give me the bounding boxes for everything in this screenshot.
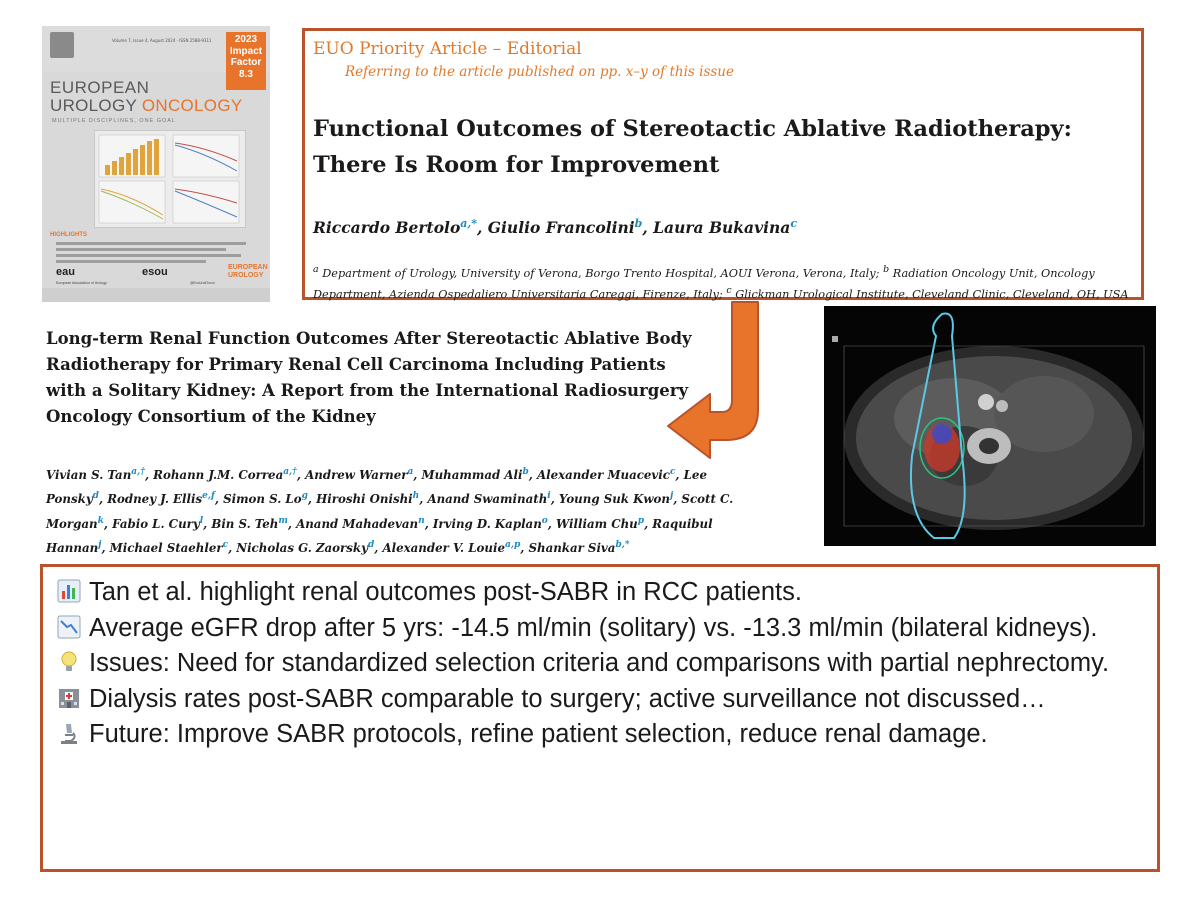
eau-logo: eau <box>56 266 75 278</box>
impact-label-2: Factor <box>230 57 262 68</box>
editorial-box <box>302 28 1144 300</box>
author-superscript: c <box>790 217 798 230</box>
article-author: Irving D. Kaplan <box>432 516 542 531</box>
ct-scan-graphic <box>824 306 1156 546</box>
article-author: Anand Mahadevan <box>296 516 419 531</box>
summary-item <box>57 575 1149 611</box>
editorial-author: Laura Bukavina <box>653 218 791 238</box>
hospital-icon <box>57 685 81 709</box>
author-separator: , <box>228 541 237 556</box>
european-urology-logo-line1: EUROPEAN <box>228 264 268 271</box>
summary-item-text: Tan et al. highlight renal outcomes post-SABR in RCC patients. <box>89 578 802 606</box>
editorial-type: EUO Priority Article – Editorial <box>313 39 582 59</box>
journal-title-oncology: ONCOLOGY <box>141 96 243 115</box>
editorial-title-line2: There Is Room for Improvement <box>313 152 720 178</box>
author-separator: , <box>374 541 383 556</box>
affiliation-superscript: b <box>883 264 890 275</box>
summary-item <box>57 611 1149 647</box>
cover-highlights-title: HIGHLIGHTS <box>50 232 87 238</box>
summary-item-text: Average eGFR drop after 5 yrs: -14.5 ml/min (solitary) vs. -13.3 ml/min (bilateral kidneys). <box>89 613 1098 642</box>
summary-item <box>57 646 1149 682</box>
author-separator: , <box>644 516 653 531</box>
author-separator: , <box>673 492 682 507</box>
article-author: Bin S. Teh <box>211 516 279 531</box>
article-author: Lee Ponsky <box>46 467 707 507</box>
article-author: Rohann J.M. Correa <box>153 467 284 482</box>
summary-item <box>57 682 1149 718</box>
affiliation: Glickman Urological Institute, Cleveland Clinic, Cleveland, OH, USA <box>731 287 1129 301</box>
author-superscript: o <box>541 515 548 526</box>
elsevier-logo <box>50 32 74 58</box>
affiliation: Department of Urology, University of Verona, Borgo Trento Hospital, AOUI Verona, Verona, Italy; <box>318 266 884 280</box>
author-separator: , <box>413 467 422 482</box>
summary-item-text: Dialysis rates post-SABR comparable to surgery; active surveillance not discussed… <box>89 684 1046 713</box>
article-author: Nicholas G. Zaorsky <box>236 541 368 556</box>
author-superscript: d <box>92 491 99 502</box>
editorial-title <box>313 111 1133 183</box>
author-separator: , <box>419 492 428 507</box>
article-author: Vivian S. Tan <box>46 467 132 482</box>
author-separator: , <box>550 492 559 507</box>
cover-volume-line: Volume 7, Issue 4, August 2024 · ISSN 2588-9311 <box>112 38 212 43</box>
article-author: Anand Swaminath <box>427 492 548 507</box>
editorial-title-line1: Functional Outcomes of Stereotactic Ablative Radiotherapy: <box>313 116 1072 142</box>
article-authors <box>46 462 736 560</box>
author-superscript: h <box>412 491 420 502</box>
author-superscript: c <box>222 540 229 551</box>
author-superscript: e,f <box>202 491 215 502</box>
cover-highlight-line <box>56 260 206 263</box>
summary-box <box>40 564 1160 872</box>
journal-tagline: MULTIPLE DISCIPLINES, ONE GOAL <box>52 118 177 124</box>
author-superscript: g <box>301 491 308 502</box>
article-author: Scott C. Morgan <box>46 492 734 531</box>
social-handle: @EurUrolOncol <box>190 281 215 285</box>
author-superscript: a,p <box>504 540 521 551</box>
article-author: Andrew Warner <box>305 467 408 482</box>
cover-highlight-line <box>56 248 226 251</box>
author-separator: , <box>214 492 224 507</box>
editorial-referring-note: Referring to the article published on pp. x–y of this issue <box>345 64 734 80</box>
author-superscript: j <box>669 491 674 502</box>
author-separator: , <box>528 467 537 482</box>
article-author: Rodney J. Ellis <box>107 492 203 507</box>
author-separator: , <box>103 516 113 531</box>
european-urology-logo-line2: UROLOGY <box>228 272 264 279</box>
article-author: Shankar Siva <box>528 541 616 556</box>
chart-decreasing-icon <box>57 614 81 638</box>
eau-logo-subtitle: European Association of Urology <box>56 281 107 285</box>
impact-year: 2023 <box>234 34 258 45</box>
article-author: Young Suk Kwon <box>558 492 670 507</box>
summary-list <box>57 575 1149 753</box>
editorial-author: Riccardo Bertolo <box>313 218 461 238</box>
journal-title-urology: UROLOGY <box>50 96 142 115</box>
affiliation: Radiation Oncology Unit, Oncology Department, Azienda Ospedaliero Universitaria Careggi, Firenze, Italy; <box>313 266 1095 301</box>
article-author: Fabio L. Cury <box>112 516 200 531</box>
bar-chart-icon <box>57 578 81 602</box>
impact-factor-badge <box>226 32 266 90</box>
cover-figure-graphic <box>95 131 245 227</box>
author-separator: , <box>98 492 108 507</box>
affiliation-superscript: a <box>313 264 319 275</box>
author-superscript: a,† <box>131 467 145 477</box>
editorial-author: Giulio Francolini <box>487 218 635 238</box>
editorial-authors <box>313 217 797 237</box>
author-superscript: k <box>97 515 104 526</box>
author-superscript: a,* <box>460 217 477 230</box>
article-author: Hiroshi Onishi <box>316 492 413 507</box>
article-title: Long-term Renal Function Outcomes After Stereotactic Ablative Body Radiotherapy for Primary Renal Cell Carcinoma Including Patients with a Solitary Kidney: A Report from the International Radiosurgery Oncology Consortium of the Kidney <box>46 329 692 426</box>
author-superscript: j <box>98 540 102 551</box>
impact-value: 8.3 <box>239 68 253 80</box>
esou-logo: esou <box>142 266 168 278</box>
author-separator: , <box>520 541 529 556</box>
author-superscript: n <box>418 515 425 526</box>
summary-item <box>57 717 1149 753</box>
cover-highlight-line <box>56 242 246 245</box>
article-author: Raquibul Hannan <box>46 516 713 556</box>
cover-figure <box>94 130 246 228</box>
author-superscript: c <box>669 467 676 477</box>
journal-title-line2 <box>50 96 242 116</box>
journal-title-line1: EUROPEAN <box>50 78 150 97</box>
author-separator: , <box>424 516 433 531</box>
author-separator: , <box>477 218 488 238</box>
author-separator: , <box>547 516 557 531</box>
article-author: Simon S. Lo <box>223 492 302 507</box>
ct-scan-image <box>824 306 1156 546</box>
author-separator: , <box>101 541 110 556</box>
cover-highlight-line <box>56 254 241 257</box>
author-separator: , <box>675 467 684 482</box>
author-superscript: b,* <box>615 540 630 551</box>
author-superscript: a,† <box>283 467 297 477</box>
article-author: William Chu <box>556 516 638 531</box>
author-superscript: d <box>367 540 375 551</box>
author-superscript: p <box>637 515 645 526</box>
impact-label-1: Impact <box>229 45 263 57</box>
european-urology-logo <box>228 264 268 280</box>
article-author: Alexander Muacevic <box>536 467 670 482</box>
author-separator: , <box>307 492 317 507</box>
author-separator: , <box>144 467 154 482</box>
author-superscript: l <box>199 515 204 526</box>
affiliation-superscript: c <box>726 284 732 296</box>
author-superscript: i <box>547 491 551 502</box>
author-superscript: m <box>278 515 288 526</box>
cover-footer <box>42 288 270 302</box>
article-author: Alexander V. Louie <box>382 541 505 556</box>
author-separator: , <box>203 516 212 531</box>
author-superscript: a <box>407 467 414 477</box>
summary-item-text: Future: Improve SABR protocols, refine patient selection, reduce renal damage. <box>89 720 988 749</box>
light-bulb-icon <box>57 649 81 673</box>
author-separator: , <box>287 516 297 531</box>
author-superscript: b <box>522 467 529 477</box>
editorial-affiliations <box>313 261 1143 303</box>
author-separator: , <box>642 218 654 238</box>
author-separator: , <box>296 467 306 482</box>
article-author: Muhammad Ali <box>421 467 523 482</box>
author-superscript: b <box>634 217 643 230</box>
article-author: Michael Staehler <box>109 541 223 556</box>
journal-cover <box>42 26 270 302</box>
microscope-icon <box>57 720 81 744</box>
summary-item-text: Issues: Need for standardized selection criteria and comparisons with partial nephrectomy. <box>89 649 1110 678</box>
